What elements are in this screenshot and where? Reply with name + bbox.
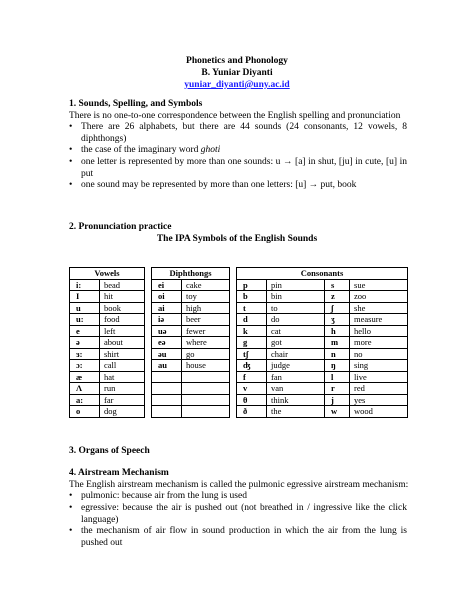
ipa-symbol-cell: əu (152, 348, 182, 360)
ipa-symbol-cell: ɜ: (70, 348, 100, 360)
table-header-row (70, 268, 408, 280)
example-word-cell: sing (350, 360, 408, 372)
ipa-symbol-cell: ai (152, 302, 182, 314)
example-word-cell: toy (182, 291, 230, 303)
document-title: Phonetics and Phonology (186, 56, 288, 66)
table-row (70, 371, 408, 383)
example-word-cell: run (100, 383, 145, 395)
bullet-one-sound: • one sound may be represented by more than one letters: [u] → put, book (69, 180, 357, 190)
author-name: B. Yuniar Diyanti (201, 68, 273, 78)
ghoti-word: ghoti (200, 145, 221, 155)
example-word-cell: pin (267, 279, 325, 291)
ipa-symbol-cell: w (325, 406, 350, 418)
section-1-intro: There is no one-to-one correspondence between the English spelling and pronunciation (69, 111, 401, 121)
bullet-pulmonic: • pulmonic: because air from the lung is used (69, 491, 247, 501)
example-word-cell: more (350, 337, 408, 349)
bullet-one-letter: • one letter is represented by more than one sounds: u → [a] in shut, [ju] in cute, [u] in put (69, 157, 407, 179)
example-word-cell: dog (100, 406, 145, 418)
example-word-cell: beer (182, 314, 230, 326)
ipa-symbol-cell: ð (237, 406, 267, 418)
ipa-symbol-cell (152, 406, 182, 418)
example-word-cell: chair (267, 348, 325, 360)
example-word-cell: food (100, 314, 145, 326)
ipa-symbol-cell: t (237, 302, 267, 314)
table-row (70, 314, 408, 326)
example-word-cell: the (267, 406, 325, 418)
example-word-cell: book (100, 302, 145, 314)
example-word-cell (182, 383, 230, 395)
example-word-cell: do (267, 314, 325, 326)
ipa-symbol-cell: ei (152, 279, 182, 291)
bullet-icon: • (69, 180, 73, 190)
bullet-icon: • (69, 503, 73, 513)
example-word-cell: high (182, 302, 230, 314)
example-word-cell: cake (182, 279, 230, 291)
ipa-symbol-cell: a: (70, 394, 100, 406)
example-word-cell: zoo (350, 291, 408, 303)
ipa-symbol-cell: iə (152, 314, 182, 326)
ipa-symbol-cell: z (325, 291, 350, 303)
table-row (70, 337, 408, 349)
ipa-symbol-cell: h (325, 325, 350, 337)
section-4-heading: 4. Airstream Mechanism (69, 468, 169, 478)
ipa-symbol-cell: θ (237, 394, 267, 406)
ipa-symbol-cell: v (237, 383, 267, 395)
example-word-cell: to (267, 302, 325, 314)
example-word-cell: go (182, 348, 230, 360)
bullet-icon: • (69, 157, 73, 167)
ipa-symbol-cell: ʒ (325, 314, 350, 326)
ipa-symbol-cell: n (325, 348, 350, 360)
table-row (70, 394, 408, 406)
ipa-symbol-cell: d (237, 314, 267, 326)
ipa-symbol-cell: m (325, 337, 350, 349)
example-word-cell: fewer (182, 325, 230, 337)
example-word-cell: hit (100, 291, 145, 303)
example-word-cell (182, 394, 230, 406)
example-word-cell: van (267, 383, 325, 395)
table-row (70, 348, 408, 360)
author-email-link[interactable]: yuniar_diyanti@uny.ac.id (184, 80, 290, 90)
ipa-symbol-cell (152, 371, 182, 383)
example-word-cell: live (350, 371, 408, 383)
example-word-cell: sue (350, 279, 408, 291)
table-row (70, 291, 408, 303)
example-word-cell (182, 371, 230, 383)
section-4-intro: The English airstream mechanism is called the pulmonic egressive airstream mechanism: (69, 480, 409, 490)
ipa-symbol-cell: u (70, 302, 100, 314)
example-word-cell: hello (350, 325, 408, 337)
ipa-symbol-cell: k (237, 325, 267, 337)
example-word-cell: judge (267, 360, 325, 372)
vowels-header: Vowels (70, 268, 145, 280)
example-word-cell: got (267, 337, 325, 349)
example-word-cell: cat (267, 325, 325, 337)
ipa-symbol-cell: ŋ (325, 360, 350, 372)
example-word-cell: no (350, 348, 408, 360)
ipa-symbol-cell: o (70, 406, 100, 418)
ipa-symbol-cell: au (152, 360, 182, 372)
ipa-symbol-cell (152, 394, 182, 406)
ipa-symbols-table (69, 267, 408, 418)
example-word-cell: bin (267, 291, 325, 303)
ipa-symbol-cell: uə (152, 325, 182, 337)
example-word-cell: wood (350, 406, 408, 418)
bullet-icon: • (69, 122, 73, 132)
section-2-heading: 2. Pronunciation practice (69, 222, 172, 232)
ipa-symbol-cell: ə (70, 337, 100, 349)
ipa-symbol-cell (152, 383, 182, 395)
ipa-symbol-cell: u: (70, 314, 100, 326)
bullet-mechanism: • the mechanism of air flow in sound production in which the air from the lung is pushed out (69, 526, 407, 548)
ipa-symbol-cell: j (325, 394, 350, 406)
table-row (70, 325, 408, 337)
bullet-icon: • (69, 491, 73, 501)
bullet-egressive: • egressive: because the air is pushed out (not breathed in / ingressive like the click language) (69, 503, 407, 525)
table-row (70, 406, 408, 418)
ipa-symbol-cell: ɔ: (70, 360, 100, 372)
example-word-cell: call (100, 360, 145, 372)
example-word-cell: fan (267, 371, 325, 383)
ipa-symbol-cell: eə (152, 337, 182, 349)
table-row (70, 383, 408, 395)
ipa-symbol-cell: s (325, 279, 350, 291)
ipa-symbol-cell: f (237, 371, 267, 383)
ipa-symbol-cell: I (70, 291, 100, 303)
example-word-cell: red (350, 383, 408, 395)
table-row (70, 360, 408, 372)
ipa-symbol-cell: ʃ (325, 302, 350, 314)
bullet-alphabets: • There are 26 alphabets, but there are 44 sounds (24 consonants, 12 vowels, 8 diphthongs) (69, 122, 407, 144)
table-row (70, 302, 408, 314)
ipa-symbol-cell: ʤ (237, 360, 267, 372)
ipa-symbol-cell: tʃ (237, 348, 267, 360)
diphthongs-header: Diphthongs (152, 268, 230, 280)
ipa-symbol-cell: oi (152, 291, 182, 303)
bullet-ghoti: • the case of the imaginary word ghoti (69, 145, 221, 155)
example-word-cell: she (350, 302, 408, 314)
section-1-heading: 1. Sounds, Spelling, and Symbols (69, 99, 203, 109)
section-3-heading: 3. Organs of Speech (69, 446, 150, 456)
example-word-cell (182, 406, 230, 418)
ipa-symbol-cell: æ (70, 371, 100, 383)
example-word-cell: about (100, 337, 145, 349)
example-word-cell: think (267, 394, 325, 406)
example-word-cell: where (182, 337, 230, 349)
ipa-symbol-cell: l (325, 371, 350, 383)
consonants-header: Consonants (237, 268, 408, 280)
ipa-symbol-cell: e (70, 325, 100, 337)
ipa-symbol-cell: r (325, 383, 350, 395)
bullet-icon: • (69, 526, 73, 536)
table-title: The IPA Symbols of the English Sounds (156, 234, 318, 244)
bullet-icon: • (69, 145, 73, 155)
example-word-cell: yes (350, 394, 408, 406)
ipa-symbol-cell: b (237, 291, 267, 303)
ipa-symbol-cell: p (237, 279, 267, 291)
example-word-cell: far (100, 394, 145, 406)
ipa-symbol-cell: Λ (70, 383, 100, 395)
table-row (70, 279, 408, 291)
example-word-cell: shirt (100, 348, 145, 360)
example-word-cell: bead (100, 279, 145, 291)
example-word-cell: left (100, 325, 145, 337)
example-word-cell: house (182, 360, 230, 372)
example-word-cell: hat (100, 371, 145, 383)
ipa-symbol-cell: i: (70, 279, 100, 291)
example-word-cell: measure (350, 314, 408, 326)
ipa-symbol-cell: g (237, 337, 267, 349)
